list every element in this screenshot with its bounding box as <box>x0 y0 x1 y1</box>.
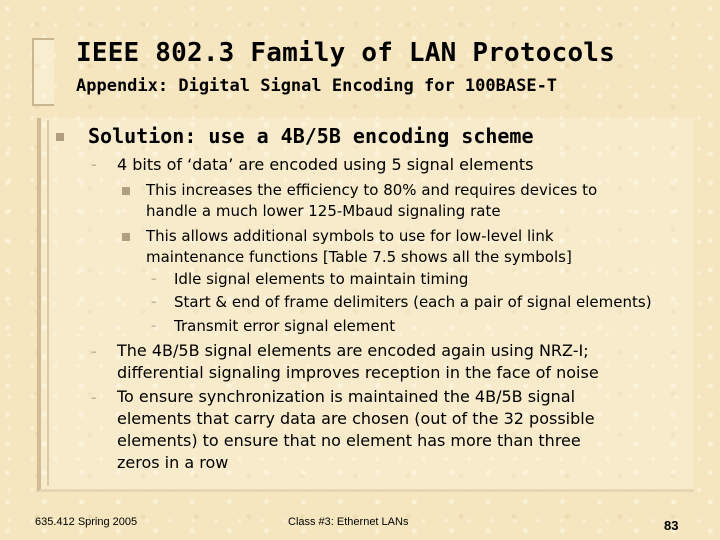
sub-point-symbols-line1: This allows additional symbols to use for low-level link <box>146 227 554 245</box>
bullet-square-icon <box>56 133 64 141</box>
dash-icon: – <box>151 272 157 285</box>
sub-sub-point-idle: Idle signal elements to maintain timing <box>174 270 469 288</box>
point-4bits: 4 bits of ‘data’ are encoded using 5 signal elements <box>117 155 534 174</box>
slide-title: IEEE 802.3 Family of LAN Protocols <box>76 38 616 68</box>
slide-subtitle: Appendix: Digital Signal Encoding for 100BASE-T <box>76 76 558 96</box>
dash-icon: – <box>91 158 97 171</box>
sub-sub-point-error: Transmit error signal element <box>174 317 396 335</box>
point-nrzi-line1: The 4B/5B signal elements are encoded again using NRZ-I; <box>117 341 589 360</box>
page-number: 83 <box>664 518 679 533</box>
dash-icon: – <box>91 391 97 404</box>
bullet-square-icon <box>122 233 130 241</box>
sub-point-symbols-line2: maintenance functions [Table 7.5 shows all the symbols] <box>146 248 572 266</box>
sub-point-efficiency-line2: handle a much lower 125-Mbaud signaling rate <box>146 202 501 220</box>
dash-icon: – <box>151 295 157 308</box>
dash-icon: – <box>91 345 97 358</box>
point-sync-line3: elements) to ensure that no element has more than three <box>117 431 581 450</box>
point-sync-line1: To ensure synchronization is maintained the 4B/5B signal <box>117 387 576 406</box>
sub-sub-point-delimiters: Start & end of frame delimiters (each a pair of signal elements) <box>174 293 652 311</box>
point-sync-line2: elements that carry data are chosen (out of the 32 possible <box>117 409 595 428</box>
sub-point-efficiency-line1: This increases the efficiency to 80% and requires devices to <box>146 181 598 199</box>
footer-class: Class #3: Ethernet LANs <box>288 516 409 528</box>
title-frame-decoration <box>32 38 54 106</box>
solution-heading: Solution: use a 4B/5B encoding scheme <box>88 124 534 148</box>
dash-icon: – <box>151 319 157 332</box>
bullet-square-icon <box>122 187 130 195</box>
point-sync-line4: zeros in a row <box>117 453 229 472</box>
footer-course: 635.412 Spring 2005 <box>35 516 138 528</box>
point-nrzi-line2: differential signaling improves reception in the face of noise <box>117 363 599 382</box>
